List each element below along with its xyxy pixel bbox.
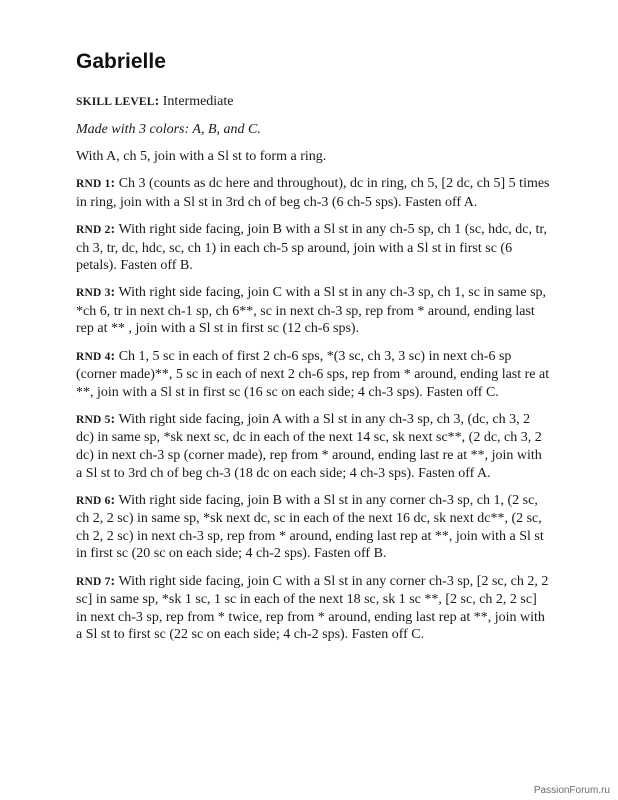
round-text: With right side facing, join A with a Sl st in any ch-3 sp, ch 3, (dc, ch 3, 2 dc) in same sp, *sk next sc, dc in each of the next 14 sc, sk next sc**, (2 dc, ch 3, 2 dc) in next ch-3 sp (corner made), rep from * around, ending last re at **, join with a Sl st to 3rd ch of beg ch-3 (18 dc on each side; 4 ch-3 sps). Fasten off A.	[76, 411, 542, 481]
round-label: RND 7	[76, 575, 111, 588]
skill-level-value: Intermediate	[162, 94, 234, 109]
round-text: With right side facing, join C with a Sl st in any ch-3 sp, ch 1, sc in same sp, *ch 6, tr in next ch-1 sp, ch 6**, sc in next ch-3 sp, rep from * around, ending last rep at ** , join with a Sl st in first sc (12 ch-6 sps).	[76, 285, 547, 337]
round-text: With right side facing, join B with a Sl st in any corner ch-3 sp, ch 1, (2 sc, ch 2, 2 sc) in same sp, *sk next dc, sc in each of the next 16 dc, sk next dc**, (2 sc, ch 2, 2 sc) in next ch-3 sp, rep from * around, ending last rep at **, join with a Sl st in first sc (20 sc on each side; 4 ch-2 sps). Fasten off B.	[76, 492, 544, 562]
round-text: With right side facing, join B with a Sl st in any ch-5 sp, ch 1 (sc, hdc, dc, tr, ch 3, tr, dc, hdc, sc, ch 1) in each ch-5 sp around, join with a Sl st in first sc (6 petals). Fasten off B.	[76, 221, 547, 274]
round-2: RND 2: With right side facing, join B with a Sl st in any ch-5 sp, ch 1 (sc, hdc, dc, tr, ch 3, tr, dc, hdc, sc, ch 1) in each ch-5 sp around, join with a Sl st in first sc (6 petals). Fasten off B.	[76, 221, 547, 274]
round-text: Ch 1, 5 sc in each of first 2 ch-6 sps, *(3 sc, ch 3, 3 sc) in next ch-6 sp (corner made)**, 5 sc in each of next 2 ch-6 sps, rep from * around, ending last re at **, join with a Sl st in first sc (16 sc on each side; 4 ch-3 sps). Fasten off C.	[76, 348, 550, 400]
watermark: PassionForum.ru	[533, 785, 610, 796]
page-title: Gabrielle	[76, 50, 166, 73]
round-label: RND 5	[76, 413, 111, 426]
colors-line: Made with 3 colors: A, B, and C.	[76, 122, 261, 138]
skill-level-label: SKILL LEVEL	[76, 96, 155, 108]
intro-line: With A, ch 5, join with a Sl st to form a ring.	[76, 149, 327, 165]
round-label: RND 2	[76, 223, 111, 236]
skill-level-line: SKILL LEVEL: Intermediate	[76, 94, 234, 109]
round-3: RND 3: With right side facing, join C with a Sl st in any ch-3 sp, ch 1, sc in same sp, *ch 6, tr in next ch-1 sp, ch 6**, sc in next ch-3 sp, rep from * around, ending last rep at ** , join with a Sl st in first sc (12 ch-6 sps).	[76, 285, 547, 337]
round-label: RND 1	[76, 178, 111, 191]
round-text: Ch 3 (counts as dc here and throughout), dc in ring, ch 5, [2 dc, ch 5] 5 times in ring, join with a Sl st in 3rd ch of beg ch-3 (6 ch-5 sps). Fasten off A.	[76, 176, 550, 210]
round-6: RND 6: With right side facing, join B with a Sl st in any corner ch-3 sp, ch 1, (2 sc, ch 2, 2 sc) in same sp, *sk next dc, sc in each of the next 16 dc, sk next dc**, (2 sc, ch 2, 2 sc) in next ch-3 sp, rep from * around, ending last rep at **, join with a Sl st in first sc (20 sc on each side; 4 ch-2 sps). Fasten off B.	[76, 492, 544, 562]
round-text: With right side facing, join C with a Sl st in any corner ch-3 sp, [2 sc, ch 2, 2 sc] in same sp, *sk 1 sc, 1 sc in each of the next 18 sc, sk 1 sc **, [2 sc, ch 2, 2 sc] in next ch-3 sp, rep from * twice, rep from * around, ending last rep at **, join with a Sl st to first sc (22 sc on each side; 4 ch-2 sps). Fasten off C.	[76, 573, 549, 643]
round-label: RND 6	[76, 494, 111, 507]
round-label: RND 3	[76, 287, 111, 300]
round-4: RND 4: Ch 1, 5 sc in each of first 2 ch-6 sps, *(3 sc, ch 3, 3 sc) in next ch-6 sp (corner made)**, 5 sc in each of next 2 ch-6 sps, rep from * around, ending last re at **, join with a Sl st in first sc (16 sc on each side; 4 ch-3 sps). Fasten off C.	[76, 348, 550, 400]
round-1: RND 1: Ch 3 (counts as dc here and throughout), dc in ring, ch 5, [2 dc, ch 5] 5 times in ring, join with a Sl st in 3rd ch of beg ch-3 (6 ch-5 sps). Fasten off A.	[76, 176, 550, 210]
round-7: RND 7: With right side facing, join C with a Sl st in any corner ch-3 sp, [2 sc, ch 2, 2 sc] in same sp, *sk 1 sc, 1 sc in each of the next 18 sc, sk 1 sc **, [2 sc, ch 2, 2 sc] in next ch-3 sp, rep from * twice, rep from * around, ending last rep at **, join with a Sl st to first sc (22 sc on each side; 4 ch-2 sps). Fasten off C.	[76, 573, 549, 643]
round-5: RND 5: With right side facing, join A with a Sl st in any ch-3 sp, ch 3, (dc, ch 3, 2 dc) in same sp, *sk next sc, dc in each of the next 14 sc, sk next sc**, (2 dc, ch 3, 2 dc) in next ch-3 sp (corner made), rep from * around, ending last re at **, join with a Sl st to 3rd ch of beg ch-3 (18 dc on each side; 4 ch-3 sps). Fasten off A.	[76, 411, 542, 481]
round-label: RND 4	[76, 350, 111, 363]
pattern-body	[76, 93, 550, 653]
